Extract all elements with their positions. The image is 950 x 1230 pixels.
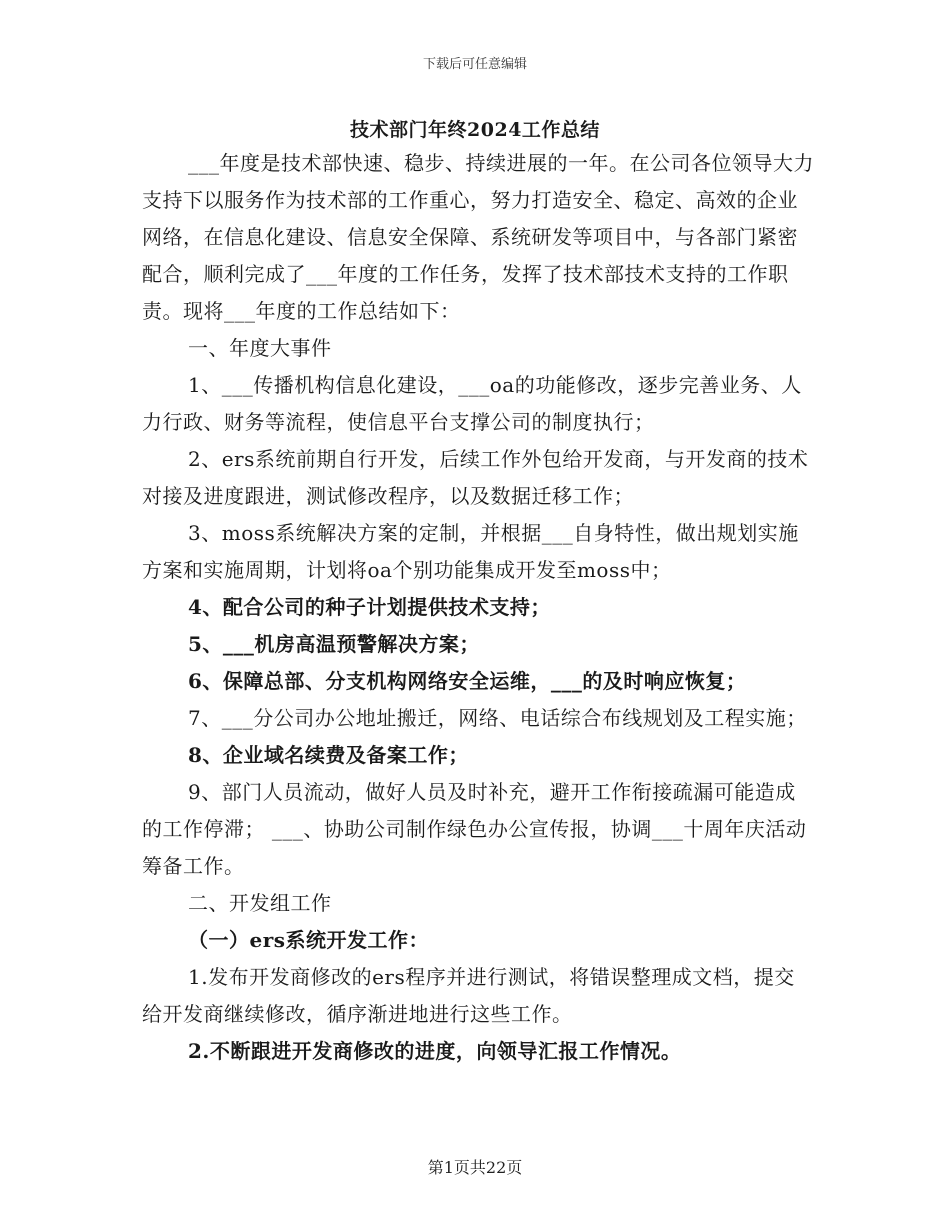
list-item: 3、moss系统解决方案的定制，并根据___自身特性，做出规划实施方案和实施周期，计划将oa个别功能集成开发至moss中； xyxy=(142,521,799,582)
list-item: 7、___分公司办公地址搬迁，网络、电话综合布线规划及工程实施； xyxy=(188,706,807,730)
list-item: 8、企业域名续费及备案工作； xyxy=(188,743,469,767)
page-footer: 第1页共22页 xyxy=(427,1158,523,1177)
subsection-heading: （一）ers系统开发工作： xyxy=(188,928,430,952)
list-item: 5、___机房高温预警解决方案； xyxy=(188,632,480,656)
list-item: 6、保障总部、分支机构网络安全运维，___的及时响应恢复； xyxy=(188,669,747,693)
list-item: 2、ers系统前期自行开发，后续工作外包给开发商，与开发商的技术对接及进度跟进，测试修改程序，以及数据迁移工作； xyxy=(142,447,809,508)
list-item: 4、配合公司的种子计划提供技术支持； xyxy=(188,595,551,619)
section-heading-1: 一、年度大事件 xyxy=(188,336,332,360)
list-item: 9、部门人员流动，做好人员及时补充，避开工作衔接疏漏可能造成的工作停滞； ___、协助公司制作绿色办公宣传报，协调___十周年庆活动筹备工作。 xyxy=(142,780,807,878)
list-item: 2.不断跟进开发商修改的进度，向领导汇报工作情况。 xyxy=(188,1039,682,1063)
list-item: 1、___传播机构信息化建设，___oa的功能修改，逐步完善业务、人力行政、财务等流程，使信息平台支撑公司的制度执行； xyxy=(142,373,802,434)
list-item: 1.发布开发商修改的ers程序并进行测试，将错误整理成文档，提交给开发商继续修改，循序渐进地进行这些工作。 xyxy=(142,965,795,1026)
document-body xyxy=(142,145,814,1070)
section-heading-2: 二、开发组工作 xyxy=(188,891,332,915)
page-header: 下载后可任意编辑 xyxy=(422,57,527,72)
intro-paragraph: ___年度是技术部快速、稳步、持续进展的一年。在公司各位领导大力支持下以服务作为技术部的工作重心，努力打造安全、稳定、高效的企业网络，在信息化建设、信息安全保障、系统研发等项目中，与各部门紧密配合，顺利完成了___年度的工作任务，发挥了技术部技术支持的工作职责。现将___年度的工作总结如下： xyxy=(142,151,814,323)
document-title: 技术部门年终2024工作总结 xyxy=(350,119,600,141)
